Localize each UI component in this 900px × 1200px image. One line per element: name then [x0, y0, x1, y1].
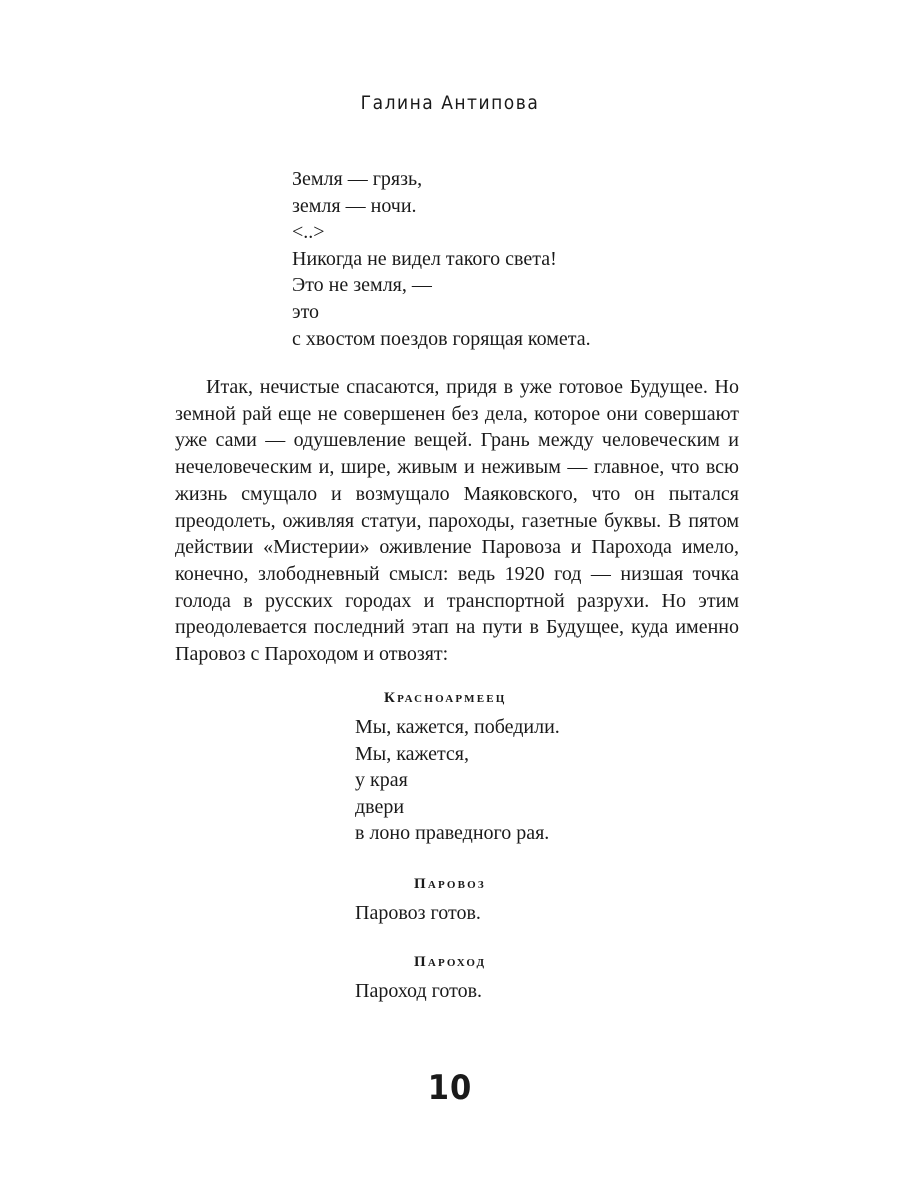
speaker-name: Пароход [414, 954, 487, 970]
verse-quote [292, 166, 591, 352]
speech-line: Паровоз готов. [355, 902, 481, 924]
speech-line: Мы, кажется, победили. [355, 716, 560, 738]
verse-line: это [292, 300, 320, 323]
verse-line: Никогда не видел такого света! [292, 247, 557, 270]
speaker-name: Красноармеец [384, 690, 507, 706]
running-head: Галина Антипова [360, 92, 540, 114]
body-text [175, 374, 739, 668]
speech-block [355, 900, 481, 927]
speech-line: двери [355, 795, 405, 818]
speech-block [355, 978, 482, 1005]
verse-line: <..> [292, 221, 325, 244]
verse-line: земля — ночи. [292, 194, 417, 217]
paragraph: Итак, нечистые спасаются, придя в уже готовое Будущее. Но земной рай еще не совершенен без дела, которое они совершают уже сами — одушевление вещей. Грань между человеческим и нечеловеческим и, шире, живым и неживым — главное, что всю жизнь смущало и возмущало Маяковского, что он пытался преодолеть, оживляя статуи, пароходы, газетные буквы. В пятом действии «Мистерии» оживление Паровоза и Парохода имело, конечно, злободневный смысл: ведь 1920 год — низшая точка голода в русских городах и транспортной разрухи. Но этим преодолевается последний этап на пути в Будущее, куда именно Паровоз с Пароходом и отвозят: [175, 376, 739, 666]
speech-line: Мы, кажется, [355, 742, 470, 765]
speech-block [355, 714, 560, 847]
speaker-name: Паровоз [414, 876, 486, 892]
verse-line: Это не земля, — [292, 274, 432, 297]
verse-line: с хвостом поездов горящая комета. [292, 327, 591, 350]
speech-line: Пароход готов. [355, 980, 483, 1002]
page-number: 10 [427, 1068, 473, 1108]
speech-line: у края [355, 769, 408, 792]
verse-line: Земля — грязь, [292, 168, 423, 190]
speech-line: в лоно праведного рая. [355, 822, 550, 845]
